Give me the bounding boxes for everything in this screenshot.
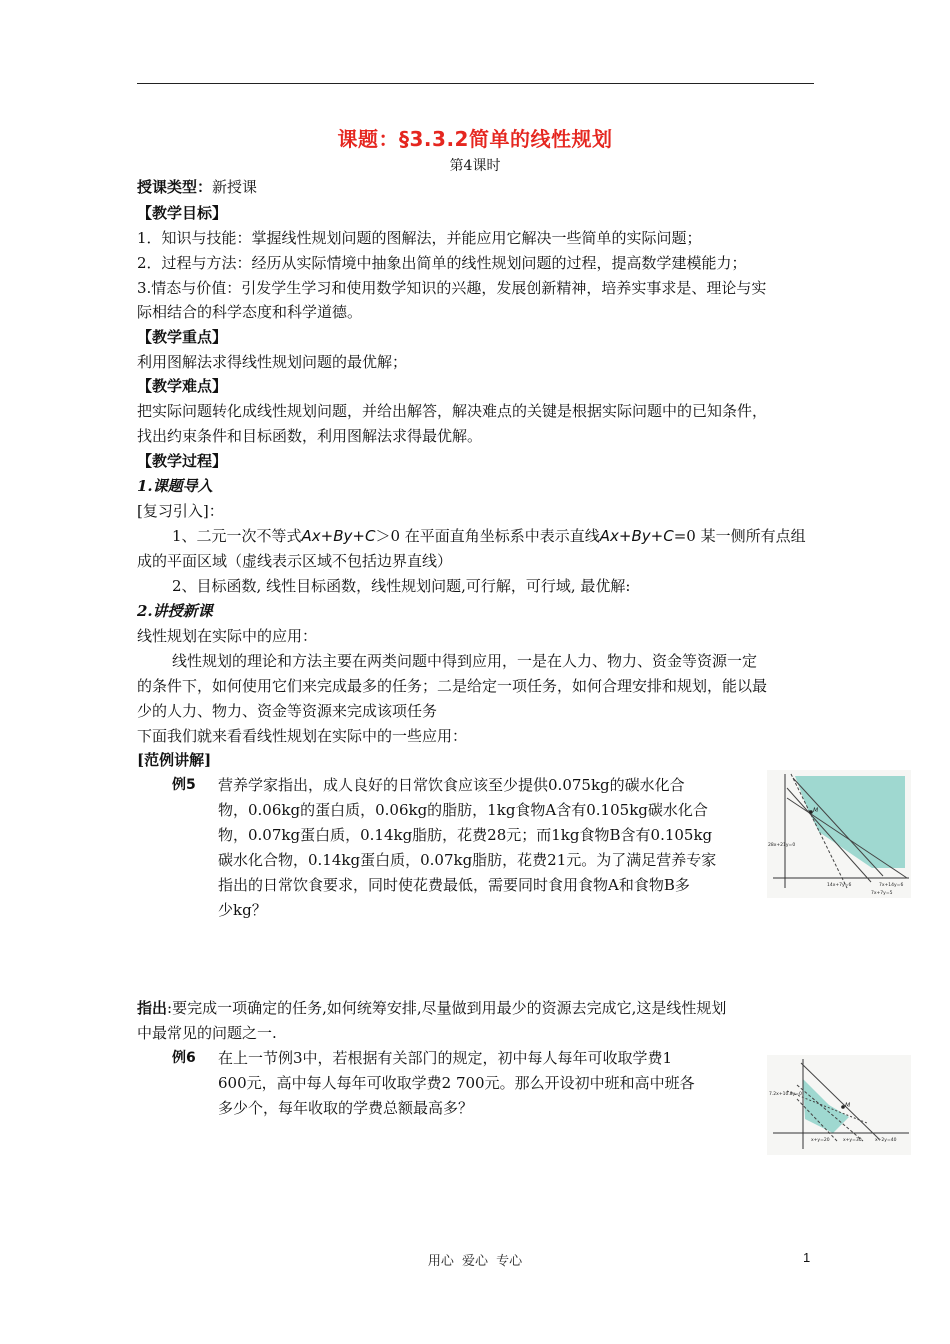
line-label: 7x+14y=6: [879, 883, 904, 888]
example-5-line: 营养学家指出，成人良好的日常饮食应该至少提供0.075kg的碳水化合: [218, 776, 685, 794]
line-label: 7x+7y=5: [871, 891, 893, 896]
examples-heading: [范例讲解]: [137, 751, 212, 769]
expression-axbyc-1: Ax+By+C: [301, 527, 376, 545]
review-item-1-suffix: =0 某一侧所有点组: [673, 527, 806, 545]
objective-1: 1．知识与技能：掌握线性规划问题的图解法，并能应用它解决一些简单的实际问题；: [137, 229, 702, 247]
review-item-1-prefix: 1、二元一次不等式: [172, 527, 302, 545]
example-5-label: 例5: [172, 777, 196, 793]
review-item-1-line2: 成的平面区域（虚线表示区域不包括边界直线）: [137, 552, 453, 570]
note: [137, 998, 726, 1018]
example-5-line: 指出的日常饮食要求，同时使花费最低，需要同时食用食物A和食物B多: [218, 876, 690, 894]
key-points-heading: 【教学重点】: [137, 328, 228, 346]
example-5-line: 物，0.06kg的蛋白质，0.06kg的脂肪，1kg食物A含有0.105kg碳水化合: [218, 801, 708, 819]
line-label: 7.2x+10.8y=0: [769, 1092, 802, 1097]
example-5-graph: [767, 770, 911, 898]
example-6-line: 600元，高中每人每年可收取学费2 700元。那么开设初中班和高中班各: [218, 1074, 695, 1092]
line-label: x+y=20: [811, 1138, 830, 1143]
review-item-1: [172, 526, 806, 546]
example-6-graph: [767, 1055, 911, 1155]
application-intro: 线性规划在实际中的应用：: [137, 627, 318, 645]
example-5-line: 少kg？: [218, 901, 267, 919]
line-label: 14x+7y=6: [827, 883, 852, 888]
process-heading: 【教学过程】: [137, 452, 228, 470]
header-rule: [137, 83, 814, 84]
example-6-label: 例6: [172, 1050, 196, 1066]
line-label: 28x+21y=0: [768, 843, 796, 848]
example-5-line: 碳水化合物，0.14kg蛋白质，0.07kg脂肪，花费21元。为了满足营养专家: [218, 851, 717, 869]
paragraph-1-line1: 线性规划的理论和方法主要在两类问题中得到应用，一是在人力、物力、资金等资源一定: [172, 652, 758, 670]
example-6-line: 多少个，每年收取的学费总额最高多？: [218, 1099, 474, 1117]
lesson-type: [137, 177, 257, 197]
difficulties-line2: 找出约束条件和目标函数，利用图解法求得最优解。: [137, 427, 483, 445]
difficulties-line1: 把实际问题转化成线性规划问题，并给出解答，解决难点的关键是根据实际问题中的已知条件，: [137, 402, 768, 420]
line-label: x+2y=40: [875, 1138, 897, 1143]
review-label: [复习引入]：: [137, 502, 224, 520]
difficulties-heading: 【教学难点】: [137, 377, 228, 395]
objective-3-line2: 际相结合的科学态度和科学道德。: [137, 303, 363, 321]
point-m-label: M: [845, 1102, 851, 1109]
lesson-number: 第4课时: [449, 158, 501, 174]
objective-3-line1: 3.情态与价值：引发学生学习和使用数学知识的兴趣，发展创新精神，培养实事求是、理论与实: [137, 279, 767, 297]
objective-2: 2．过程与方法：经历从实际情境中抽象出简单的线性规划问题的过程，提高数学建模能力；: [137, 254, 747, 272]
feasible-region: [795, 776, 905, 868]
key-points-text: 利用图解法求得线性规划问题的最优解；: [137, 353, 408, 371]
footer-text: 用心 爱心 专心: [427, 1254, 523, 1269]
paragraph-1-line3: 少的人力、物力、资金等资源来完成该项任务: [137, 702, 438, 720]
section-1-heading: 1.课题导入: [137, 477, 213, 495]
lesson-type-value: 新授课: [212, 178, 258, 196]
objectives-heading: 【教学目标】: [137, 204, 228, 222]
paragraph-1-line2: 的条件下，如何使用它们来完成最多的任务；二是给定一项任务，如何合理安排和规划，能以最: [137, 677, 768, 695]
review-item-2: 2、目标函数, 线性目标函数，线性规划问题,可行解，可行域, 最优解:: [172, 577, 631, 595]
paragraph-2: 下面我们就来看看线性规划在实际中的一些应用：: [137, 727, 468, 745]
point-m-label: M: [813, 807, 819, 814]
example-6-line: 在上一节例3中，若根据有关部门的规定，初中每人每年可收取学费1: [218, 1049, 673, 1067]
note-text: :要完成一项确定的任务,如何统筹安排,尽量做到用最少的资源去完成它,这是线性规划: [167, 999, 727, 1017]
expression-axbyc-2: Ax+By+C: [599, 527, 674, 545]
review-item-1-mid: ＞0 在平面直角坐标系中表示直线: [375, 527, 600, 545]
note-line2: 中最常见的问题之一.: [137, 1024, 277, 1042]
section-2-heading: 2.讲授新课: [137, 602, 213, 620]
example-5-line: 物，0.07kg蛋白质，0.14kg脂肪，花费28元；而1kg食物B含有0.105kg: [218, 826, 713, 844]
line-label: x+y=30: [843, 1138, 862, 1143]
lesson-type-label: 授课类型：: [137, 178, 213, 196]
page-title: 课题：§3.3.2简单的线性规划: [337, 127, 613, 151]
note-label: 指出: [137, 999, 168, 1017]
page-number: 1: [803, 1250, 811, 1265]
